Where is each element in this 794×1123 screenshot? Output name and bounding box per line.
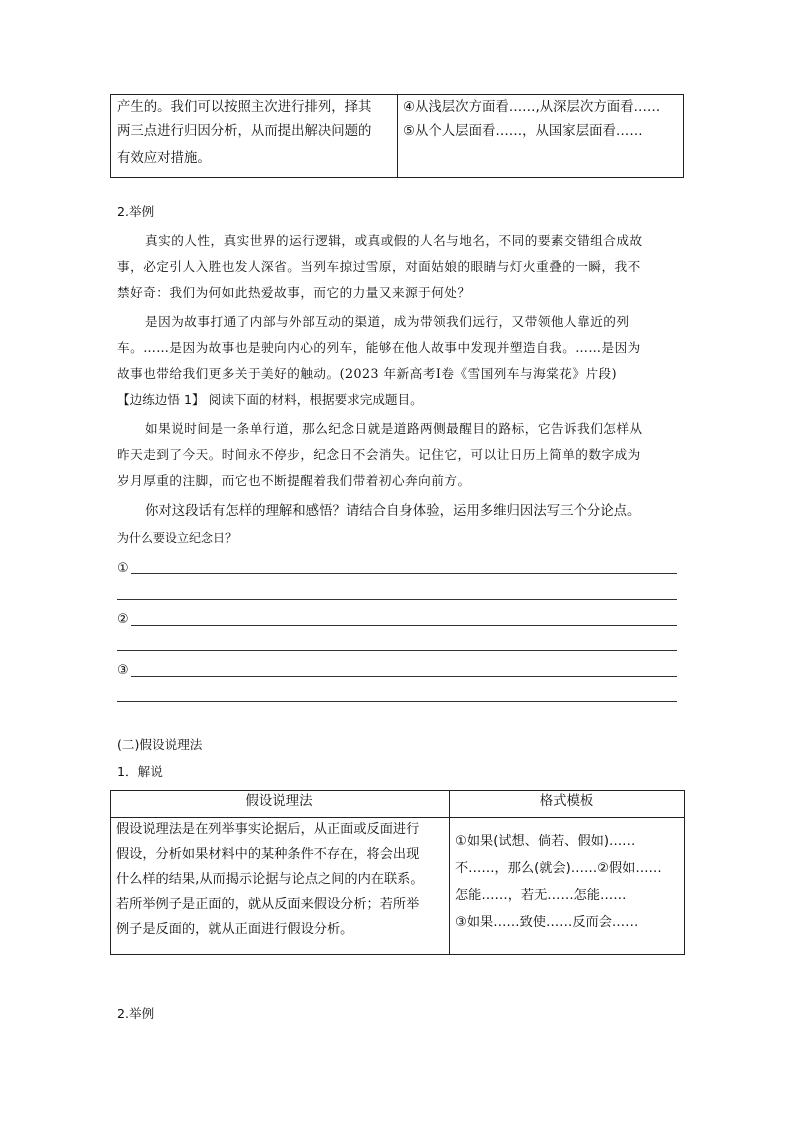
- answer-line-1a[interactable]: [131, 573, 677, 574]
- practice-block: [117, 388, 423, 412]
- question-text: 你对这段话有怎样的理解和感悟？请结合自身体验，运用多维归因法写三个分论点。: [145, 504, 641, 519]
- section-heading-example: 2.举例: [117, 204, 155, 219]
- answer-line-1b[interactable]: [117, 599, 677, 600]
- method-desc-line-4: 若所举例子是正面的，就从反面来假设分析；若所举: [116, 897, 420, 912]
- section-heading-example-2: 2.举例: [117, 1006, 155, 1021]
- material-line-2: 昨天走到了今天。时间永不停步，纪念日不会消失。记住它，可以让日历上简单的数字成为: [117, 447, 641, 462]
- top-table-left-line-1: 产生的。我们可以按照主次进行排列，择其: [117, 100, 372, 115]
- section-subheading-explain: 1．解说: [117, 764, 163, 779]
- answer-line-3a[interactable]: [131, 676, 677, 677]
- table-divider: [397, 95, 398, 177]
- sub-question: 为什么要设立纪念日？: [117, 531, 238, 545]
- example-line-1: 真实的人性，真实世界的运行逻辑，或真或假的人名与地名，不同的要素交错组合成故: [145, 233, 643, 248]
- top-table-left-line-2: 两三点进行归因分析，从而提出解决问题的: [117, 124, 372, 139]
- material-line-3: 岁月厚重的注脚，而它也不断提醒着我们带着初心奔向前方。: [117, 473, 471, 488]
- template-line-2: 不……，那么(就会)……②假如……: [455, 861, 662, 876]
- practice-tag: 【边练边悟 1】: [117, 392, 205, 407]
- example-line-5: 车。……是因为故事也是驶向内心的列车，能够在他人故事中发现并塑造自我。……是因为: [117, 340, 641, 355]
- answer-line-2a[interactable]: [131, 625, 677, 626]
- answer-marker-1: ①: [117, 561, 129, 576]
- answer-marker-2: ②: [117, 612, 129, 627]
- top-table-left-line-3: 有效应对措施。: [117, 151, 211, 166]
- section-heading-hypothesis: (二)假设说理法: [117, 737, 203, 752]
- example-line-4: 是因为故事打通了内部与外部互动的渠道，成为带领我们远行，又带领他人靠近的列: [145, 314, 630, 329]
- template-line-4: ③如果……致使……反而会……: [455, 915, 639, 930]
- template-line-1: ①如果(试想、倘若、假如)……: [455, 834, 636, 849]
- top-table-right-line-2: ⑤从个人层面看……，从国家层面看……: [403, 124, 643, 139]
- answer-marker-3: ③: [117, 663, 129, 678]
- method-desc-line-3: 什么样的结果,从而揭示论据与论点之间的内在联系。: [116, 872, 424, 887]
- method-desc-line-2: 假设，分析如果材料中的某种条件不存在，将会出现: [116, 847, 420, 862]
- material-line-1: 如果说时间是一条单行道，那么纪念日就是道路两侧最醒目的路标，它告诉我们怎样从: [145, 421, 643, 436]
- example-line-6: 故事也带给我们更多关于美好的触动。(2023 年新高考Ⅰ卷《雪国列车与海棠花》片段): [117, 366, 618, 381]
- example-line-2: 事，必定引人入胜也发人深省。当列车掠过雪原，对面姑娘的眼睛与灯火重叠的一瞬，我不: [117, 259, 641, 274]
- answer-line-2b[interactable]: [117, 650, 677, 651]
- template-line-3: 怎能……，若无……怎能……: [455, 888, 627, 903]
- example-line-3: 禁好奇：我们为何如此热爱故事，而它的力量又来源于何处？: [117, 285, 471, 300]
- table-header-template: 格式模板: [539, 794, 594, 809]
- top-table-right-line-1: ④从浅层次方面看……,从深层次方面看……: [403, 100, 661, 115]
- method-desc-line-5: 例子是反面的，就从正面进行假设分析。: [116, 922, 354, 937]
- method-desc-line-1: 假设说理法是在列举事实论据后，从正面或反面进行: [116, 822, 420, 837]
- table-header-method: 假设说理法: [245, 794, 313, 809]
- answer-line-3b[interactable]: [117, 701, 677, 702]
- table-divider: [449, 791, 450, 954]
- practice-instruction: 阅读下面的材料，根据要求完成题目。: [208, 392, 423, 407]
